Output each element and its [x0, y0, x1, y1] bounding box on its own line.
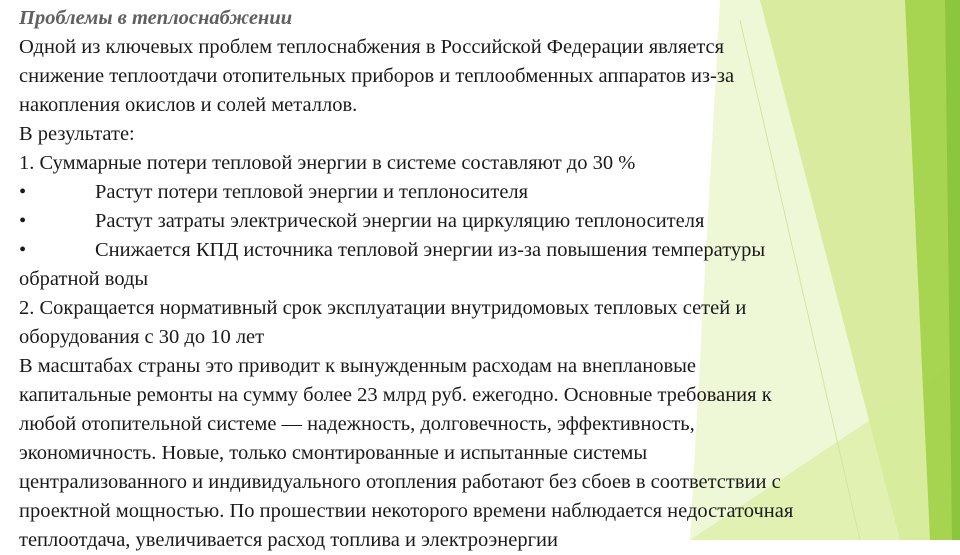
text-line: В масштабах страны это приводит к вынужденным расходам на внеплановые: [19, 355, 697, 377]
slide-content: [19, 4, 949, 555]
text-line: снижение теплоотдачи отопительных приборов и теплообменных аппаратов из-за: [19, 65, 735, 87]
bullet-item: [19, 236, 949, 265]
text-line: Одной из ключевых проблем теплоснабжения в Российской Федерации является: [19, 36, 725, 58]
text-line: теплоотдача, увеличивается расход топлива и электроэнергии: [19, 529, 558, 551]
bullet-item: [19, 178, 949, 207]
text-line: обратной воды: [19, 268, 149, 290]
text-line: проектной мощностью. По прошествии некоторого времени наблюдается недостаточная: [19, 500, 794, 522]
bullet-marker: •: [19, 210, 27, 232]
text-line: 1. Суммарные потери тепловой энергии в системе составляют до 30 %: [19, 152, 636, 174]
text-line: оборудования с 30 до 10 лет: [19, 326, 265, 348]
text-line: 2. Сокращается нормативный срок эксплуатации внутридомовых тепловых сетей и: [19, 297, 747, 319]
text-line: экономичность. Новые, только смонтированные и испытанные системы: [19, 442, 648, 464]
bullet-marker: •: [19, 181, 27, 203]
text-line: централизованного и индивидуального отопления работают без сбоев в соответствии с: [19, 471, 781, 493]
text-line: капитальные ремонты на сумму более 23 млрд руб. ежегодно. Основные требования к: [19, 384, 772, 406]
text-line: любой отопительной системе — надежность, долговечность, эффективность,: [19, 413, 695, 435]
bullet-marker: •: [19, 239, 27, 261]
text-line: В результате:: [19, 123, 135, 145]
bullet-text: Растут потери тепловой энергии и теплоносителя: [95, 181, 529, 203]
text-line: накопления окислов и солей металлов.: [19, 94, 358, 116]
bullet-text: Снижается КПД источника тепловой энергии из-за повышения температуры: [95, 239, 766, 261]
bullet-text: Растут затраты электрической энергии на циркуляцию теплоносителя: [95, 210, 705, 232]
bullet-item: [19, 207, 949, 236]
slide-title: Проблемы в теплоснабжении: [19, 7, 293, 29]
